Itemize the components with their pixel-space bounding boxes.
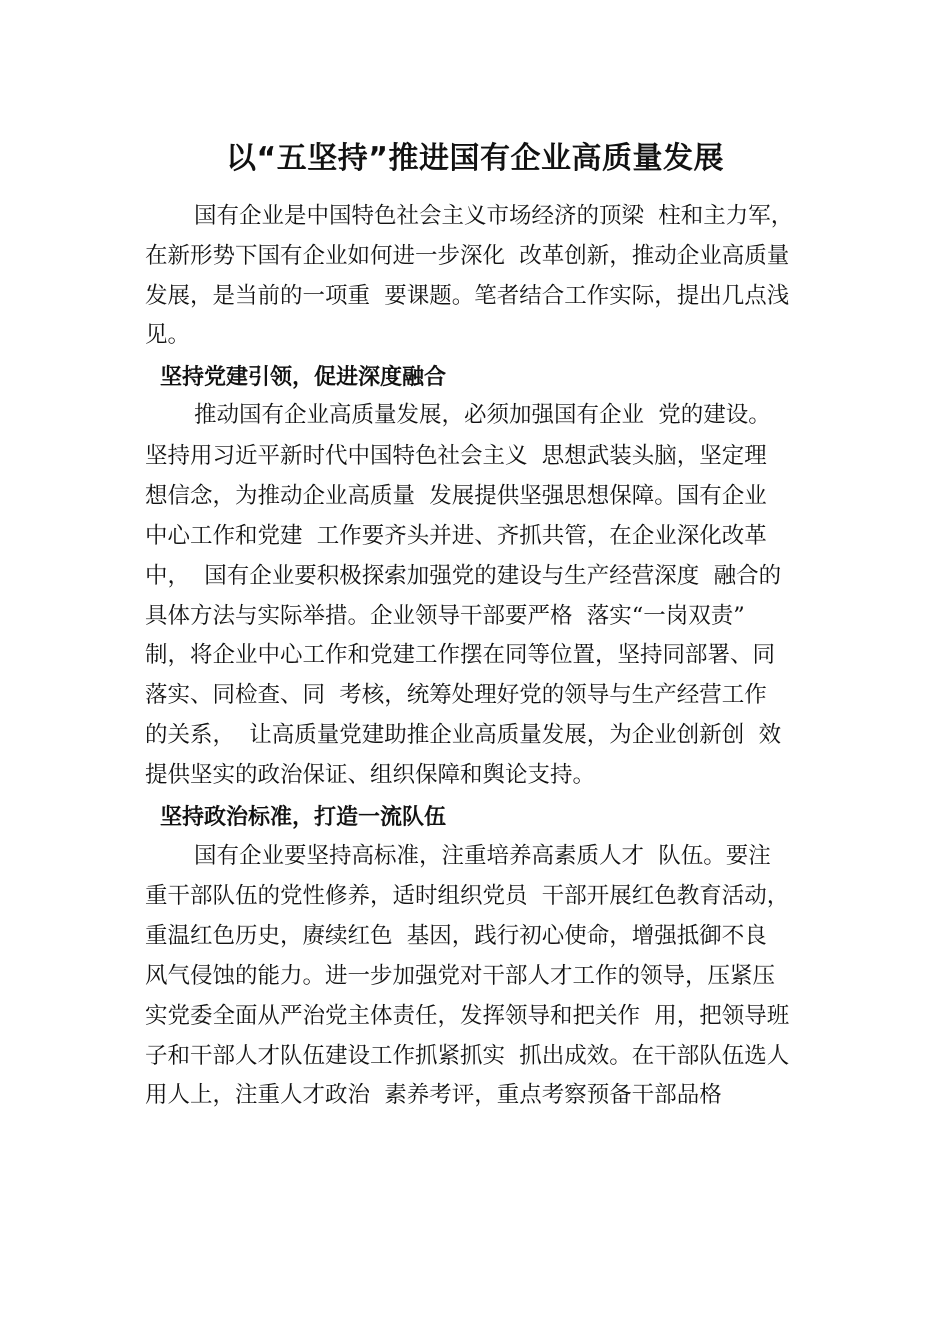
document-title: 以“五坚持”推进国有企业高质量发展	[226, 141, 724, 176]
section1-line: 推动国有企业高质量发展，必须加强国有企业 党的建设。	[194, 402, 771, 428]
section2-line: 实党委全面从严治党主体责任，发挥领导和把关作 用，把领导班	[145, 1003, 790, 1029]
section-heading: 坚持政治标准，打造一流队伍	[160, 805, 447, 830]
section2-line: 重温红色历史，赓续红色 基因，践行初心使命，增强抵御不良	[145, 923, 767, 949]
section2-line: 子和干部人才队伍建设工作抓紧抓实 抓出成效。在干部队伍选人	[145, 1043, 790, 1069]
section2-line: 风气侵蚀的能力。进一步加强党对干部人才工作的领导，压紧压	[145, 963, 776, 989]
section1-line: 具体方法与实际举措。企业领导干部要严格 落实“一岗双责”	[145, 603, 745, 629]
section1-line: 提供坚实的政治保证、组织保障和舆论支持。	[145, 762, 596, 788]
section1-line: 坚持用习近平新时代中国特色社会主义 思想武装头脑，坚定理	[145, 443, 767, 469]
intro-line: 见。	[145, 322, 191, 348]
intro-line: 国有企业是中国特色社会主义市场经济的顶梁 柱和主力军，	[194, 203, 794, 229]
section1-line: 落实、同检查、同 考核，统筹处理好党的领导与生产经营工作	[145, 682, 767, 708]
section1-line: 制，将企业中心工作和党建工作摆在同等位置，坚持同部署、同	[145, 642, 776, 668]
section1-line: 中心工作和党建 工作要齐头并进、齐抓共管，在企业深化改革	[145, 523, 767, 549]
section1-line: 想信念，为推动企业高质量 发展提供坚强思想保障。国有企业	[145, 483, 767, 509]
section2-line: 重干部队伍的党性修养，适时组织党员 干部开展红色教育活动，	[145, 883, 790, 909]
intro-line: 发展，是当前的一项重 要课题。笔者结合工作实际，提出几点浅	[145, 283, 790, 309]
section1-line: 中， 国有企业要积极探索加强党的建设与生产经营深度 融合的	[145, 563, 782, 589]
section-heading: 坚持党建引领，促进深度融合	[160, 365, 447, 390]
section2-line: 国有企业要坚持高标准，注重培养高素质人才 队伍。要注	[194, 843, 771, 869]
section1-line: 的关系， 让高质量党建助推企业高质量发展，为企业创新创 效	[145, 722, 782, 748]
section2-line: 用人上，注重人才政治 素养考评，重点考察预备干部品格	[145, 1082, 722, 1108]
intro-line: 在新形势下国有企业如何进一步深化 改革创新，推动企业高质量	[145, 243, 790, 269]
